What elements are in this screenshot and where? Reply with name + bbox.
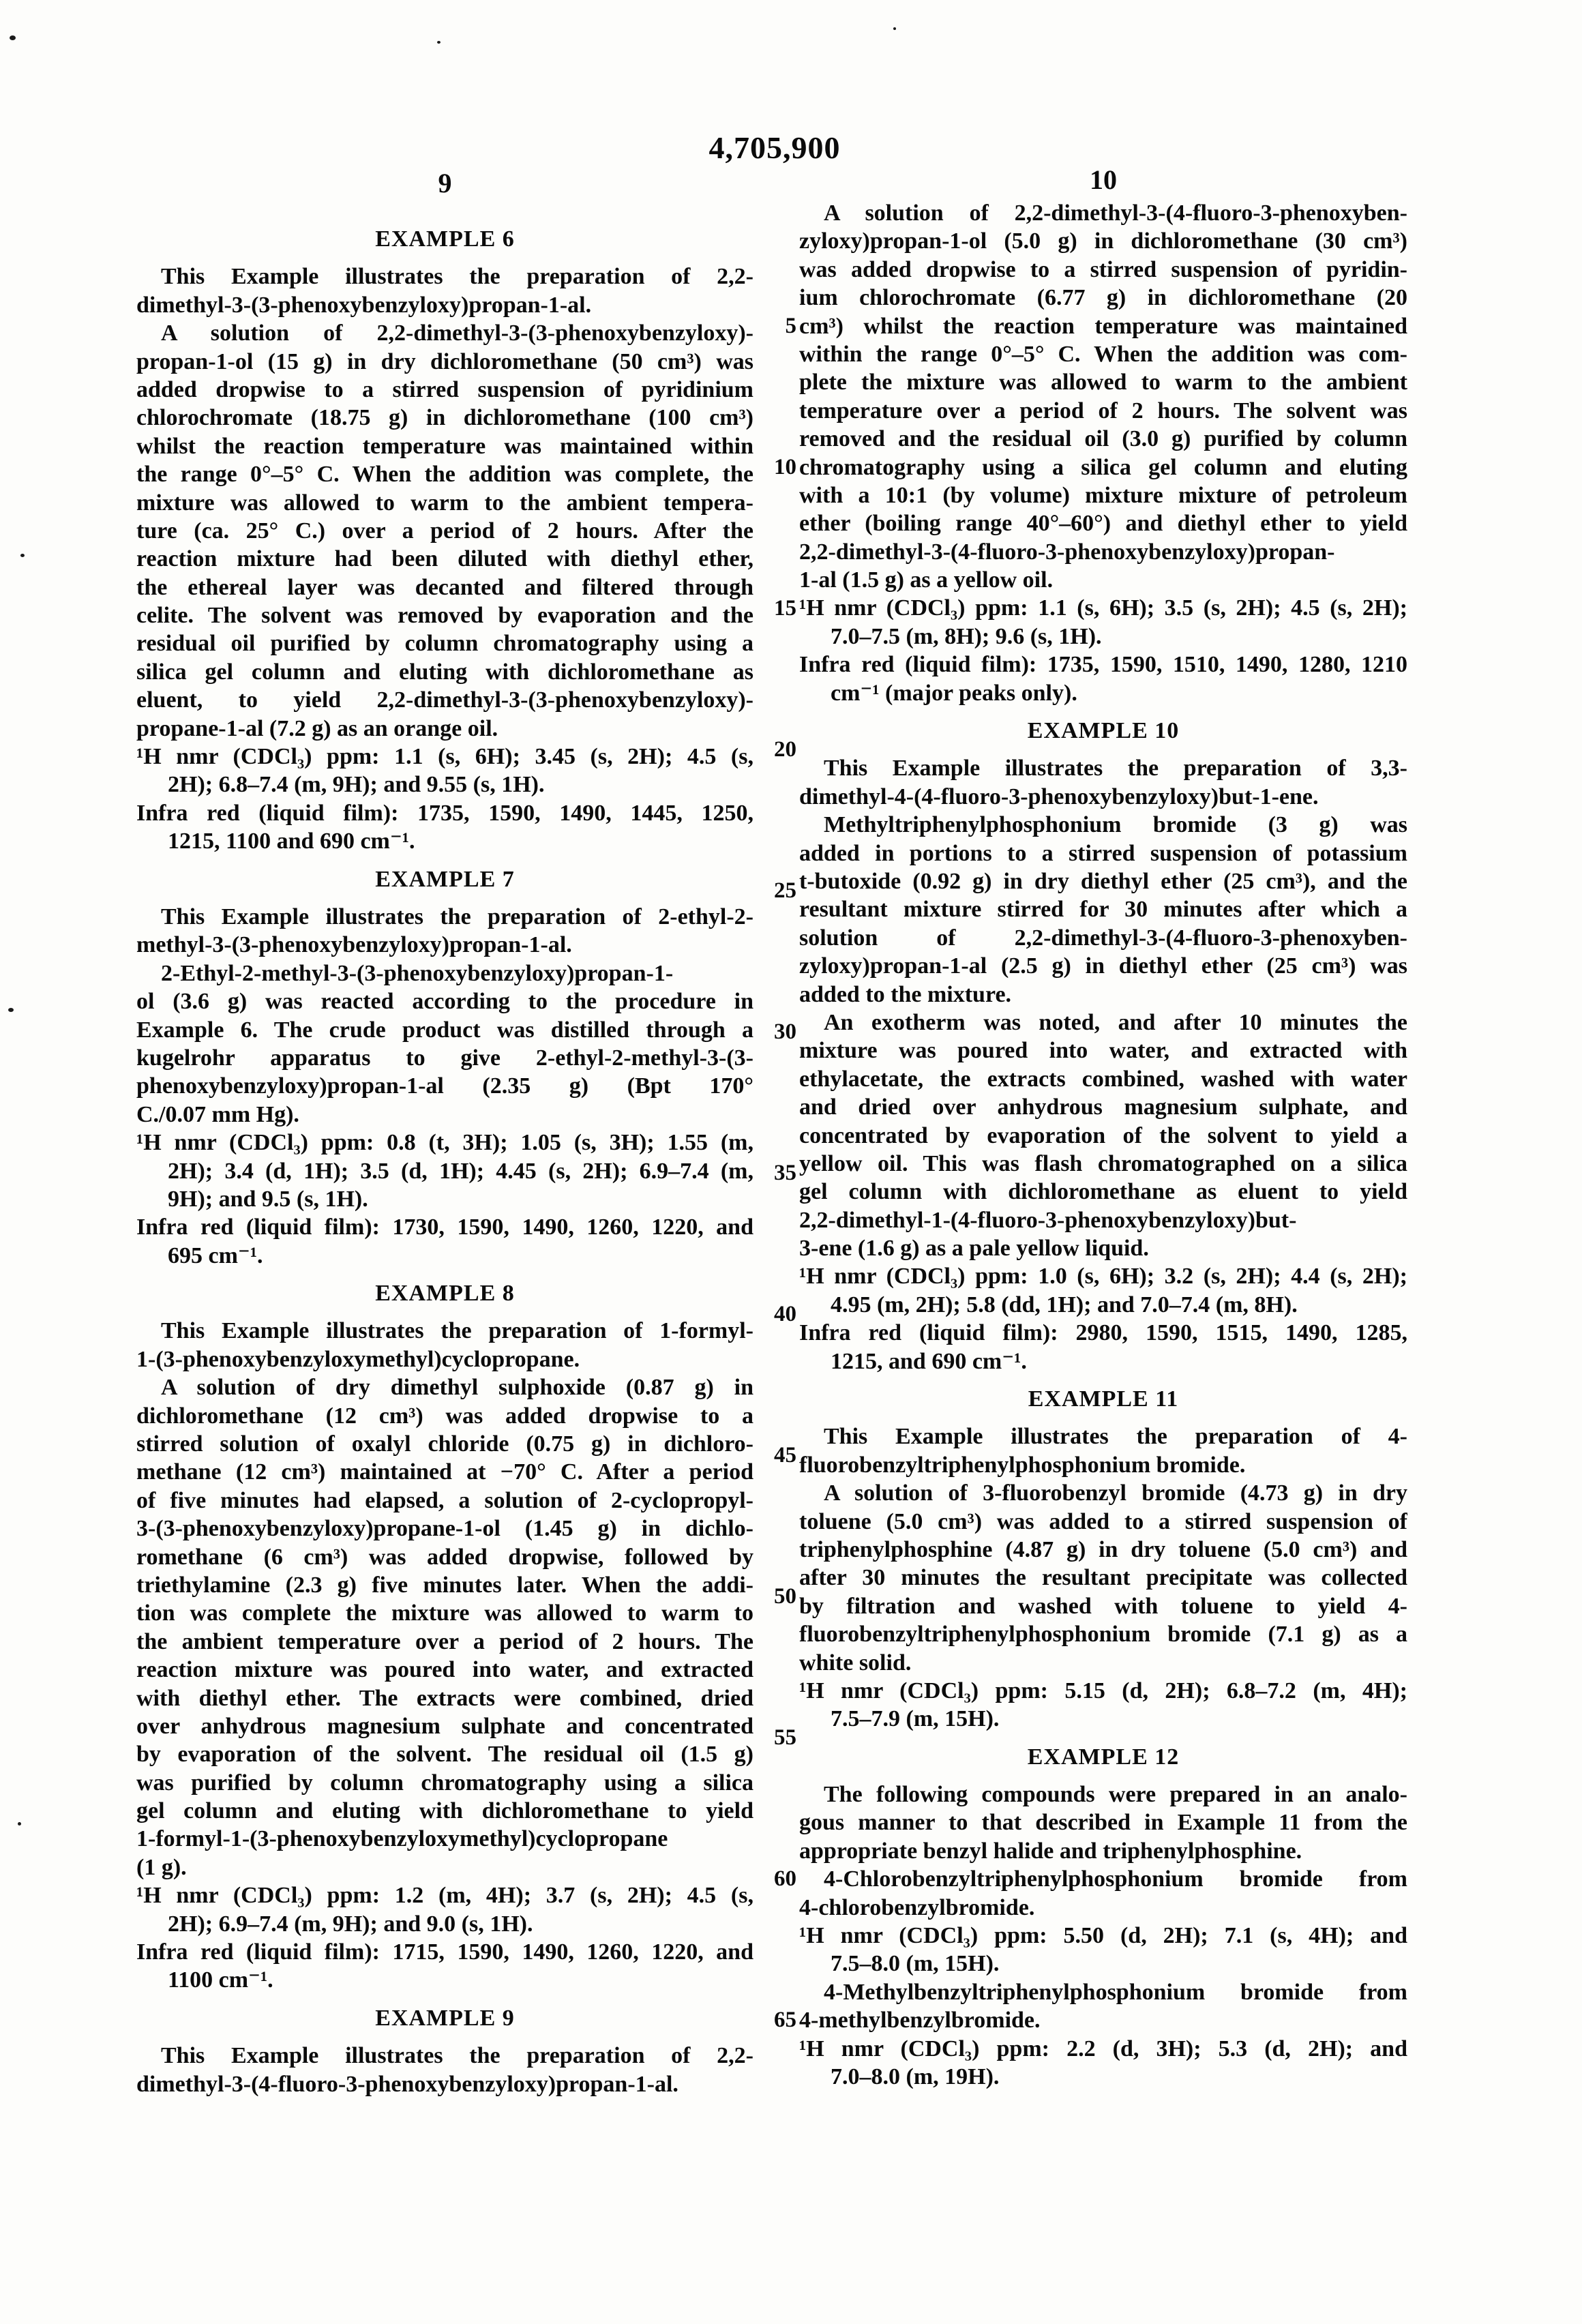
text-line: within the range 0°–5° C. When the addition was com- <box>799 341 1407 367</box>
scan-speck <box>18 1822 21 1826</box>
text-line: 4.95 (m, 2H); 5.8 (dd, 1H); and 7.0–7.4 (m, 8H). <box>831 1292 1298 1317</box>
text-line: celite. The solvent was removed by evaporation and the <box>136 603 753 629</box>
text-line: 2,2-dimethyl-3-(4-fluoro-3-phenoxybenzyloxy)propan- <box>799 539 1335 565</box>
text-line: ¹H nmr (CDCl₃) ppm: 2.2 (d, 3H); 5.3 (d, 2H); and <box>799 2036 1407 2061</box>
text-line: 9H); and 9.5 (s, 1H). <box>168 1186 368 1212</box>
text-line: whilst the reaction temperature was maintained within <box>136 433 753 459</box>
scan-speck <box>8 1008 14 1012</box>
text-line: A solution of 3-fluorobenzyl bromide (4.73 g) in dry <box>824 1480 1407 1506</box>
text-line: 4-Methylbenzyltriphenylphosphonium bromide from <box>824 1979 1407 2005</box>
gutter-line-number: 45 <box>774 1442 796 1468</box>
text-line: Methyltriphenylphosphonium bromide (3 g) was <box>824 812 1407 838</box>
text-line: 4-methylbenzylbromide. <box>799 2008 1041 2034</box>
text-line: ¹H nmr (CDCl₃) ppm: 5.50 (d, 2H); 7.1 (s, 4H); and <box>799 1923 1407 1949</box>
text-line: A solution of dry dimethyl sulphoxide (0.87 g) in <box>161 1375 753 1401</box>
text-line: added to the mixture. <box>799 981 1012 1007</box>
text-line: 7.5–7.9 (m, 15H). <box>831 1706 1000 1732</box>
text-line: temperature over a period of 2 hours. The solvent was <box>799 398 1407 423</box>
example-heading: EXAMPLE 8 <box>375 1281 515 1307</box>
text-line: mixture was poured into water, and extracted with <box>799 1038 1407 1064</box>
text-line: zyloxy)propan-1-al (2.5 g) in diethyl ether (25 cm³) was <box>799 953 1407 979</box>
gutter-line-number: 60 <box>774 1866 796 1891</box>
text-line: toluene (5.0 cm³) was added to a stirred suspension of <box>799 1508 1407 1534</box>
text-line: This Example illustrates the preparation of 2,2- <box>161 264 753 290</box>
text-line: was purified by column chromatography using a silica <box>136 1770 753 1796</box>
text-line: ¹H nmr (CDCl₃) ppm: 5.15 (d, 2H); 6.8–7.2 (m, 4H); <box>799 1678 1407 1703</box>
text-line: with a 10:1 (by volume) mixture mixture of petroleum <box>799 482 1407 508</box>
text-line: with diethyl ether. The extracts were combined, dried <box>136 1685 753 1711</box>
left-column <box>136 225 753 2098</box>
text-line: the ambient temperature over a period of 2 hours. The <box>136 1628 753 1654</box>
text-line: reaction mixture had been diluted with diethyl ether, <box>136 546 753 572</box>
example-heading: EXAMPLE 12 <box>1027 1744 1180 1770</box>
text-line: This Example illustrates the preparation of 4- <box>824 1424 1407 1450</box>
text-line: Infra red (liquid film): 1735, 1590, 1490, 1445, 1250, <box>136 800 753 826</box>
text-line: after 30 minutes the resultant precipitate was collected <box>799 1565 1407 1591</box>
text-line: removed and the residual oil (3.0 g) purified by column <box>799 426 1407 452</box>
text-line: 1-al (1.5 g) as a yellow oil. <box>799 567 1054 593</box>
text-line: zyloxy)propan-1-ol (5.0 g) in dichloromethane (30 cm³) <box>799 228 1407 254</box>
gutter-line-number: 10 <box>774 454 796 479</box>
gutter-line-number: 50 <box>774 1583 796 1609</box>
text-line: 3-ene (1.6 g) as a pale yellow liquid. <box>799 1236 1149 1262</box>
example-heading: EXAMPLE 6 <box>375 226 515 252</box>
text-line: romethane (6 cm³) was added dropwise, followed by <box>136 1544 753 1570</box>
text-line: cm³) whilst the reaction temperature was maintained <box>799 313 1407 339</box>
text-line: kugelrohr apparatus to give 2-ethyl-2-methyl-3-(3- <box>136 1045 753 1071</box>
text-line: gous manner to that described in Example 11 from the <box>799 1810 1407 1836</box>
text-line: the ethereal layer was decanted and filtered through <box>136 574 753 600</box>
text-line: dimethyl-3-(4-fluoro-3-phenoxybenzyloxy)propan-1-al. <box>136 2071 678 2097</box>
scan-speck <box>893 27 896 30</box>
scan-speck <box>437 41 441 44</box>
gutter-line-number: 30 <box>774 1019 796 1044</box>
text-line: ethylacetate, the extracts combined, washed with water <box>799 1066 1407 1092</box>
text-line: ium chlorochromate (6.77 g) in dichloromethane (20 <box>799 285 1407 311</box>
text-line: appropriate benzyl halide and triphenylphosphine. <box>799 1838 1302 1864</box>
text-line: ¹H nmr (CDCl₃) ppm: 1.2 (m, 4H); 3.7 (s, 2H); 4.5 (s, <box>136 1883 753 1909</box>
text-line: 2H); 3.4 (d, 1H); 3.5 (d, 1H); 4.45 (s, 2H); 6.9–7.4 (m, <box>168 1158 753 1184</box>
patent-number: 4,705,900 <box>708 130 841 165</box>
text-line: silica gel column and eluting with dichloromethane as <box>136 659 753 685</box>
gutter-line-number: 15 <box>774 595 796 621</box>
text-line: 4-Chlorobenzyltriphenylphosphonium bromide from <box>824 1866 1407 1892</box>
text-line: phenoxybenzyloxy)propan-1-al (2.35 g) (Bpt 170° <box>136 1073 753 1099</box>
text-line: by evaporation of the solvent. The residual oil (1.5 g) <box>136 1742 753 1768</box>
text-line: gel column and eluting with dichloromethane to yield <box>136 1798 753 1824</box>
text-line: added in portions to a stirred suspension of potassium <box>799 840 1407 866</box>
text-line: of five minutes had elapsed, a solution of 2-cyclopropyl- <box>136 1487 753 1513</box>
text-line: ¹H nmr (CDCl₃) ppm: 0.8 (t, 3H); 1.05 (s, 3H); 1.55 (m, <box>136 1130 753 1156</box>
text-line: 3-(3-phenoxybenzyloxy)propane-1-ol (1.45 g) in dichlo- <box>136 1516 753 1542</box>
text-line: cm⁻¹ (major peaks only). <box>831 680 1077 706</box>
text-line: The following compounds were prepared in an analo- <box>824 1782 1407 1808</box>
text-line: 695 cm⁻¹. <box>168 1242 263 1268</box>
text-line: and dried over anhydrous magnesium sulphate, and <box>799 1094 1407 1120</box>
text-line: 2-Ethyl-2-methyl-3-(3-phenoxybenzyloxy)propan-1- <box>161 960 674 986</box>
text-line: stirred solution of oxalyl chloride (0.75 g) in dichloro- <box>136 1431 753 1457</box>
text-line: dimethyl-4-(4-fluoro-3-phenoxybenzyloxy)but-1-ene. <box>799 784 1319 809</box>
text-line: A solution of 2,2-dimethyl-3-(3-phenoxybenzyloxy)- <box>161 321 753 346</box>
text-line: yellow oil. This was flash chromatographed on a silica <box>799 1150 1407 1176</box>
text-line: resultant mixture stirred for 30 minutes after which a <box>799 897 1407 923</box>
gutter-line-number: 35 <box>774 1160 796 1185</box>
text-line: over anhydrous magnesium sulphate and concentrated <box>136 1713 753 1739</box>
text-line: 1-(3-phenoxybenzyloxymethyl)cyclopropane. <box>136 1346 580 1372</box>
text-line: reaction mixture was poured into water, and extracted <box>136 1657 753 1683</box>
text-line: triphenylphosphine (4.87 g) in dry toluene (5.0 cm³) and <box>799 1536 1407 1562</box>
text-line: t-butoxide (0.92 g) in dry diethyl ether (25 cm³), and the <box>799 868 1407 894</box>
text-line: concentrated by evaporation of the solvent to yield a <box>799 1122 1407 1148</box>
text-line: was added dropwise to a stirred suspension of pyridin- <box>799 256 1407 282</box>
text-line: An exotherm was noted, and after 10 minutes the <box>824 1009 1407 1035</box>
gutter-line-number: 40 <box>774 1301 796 1326</box>
text-line: 2H); 6.9–7.4 (m, 9H); and 9.0 (s, 1H). <box>168 1911 533 1937</box>
text-line: This Example illustrates the preparation of 2,2- <box>161 2043 753 2069</box>
text-line: 1215, and 690 cm⁻¹. <box>831 1348 1027 1374</box>
text-line: C./0.07 mm Hg). <box>136 1101 299 1127</box>
text-line: This Example illustrates the preparation of 1-formyl- <box>161 1318 753 1344</box>
left-column-number: 9 <box>438 168 452 198</box>
text-line: fluorobenzyltriphenylphosphonium bromide (7.1 g) as a <box>799 1622 1407 1648</box>
text-line: dimethyl-3-(3-phenoxybenzyloxy)propan-1-al. <box>136 292 592 318</box>
text-line: 2,2-dimethyl-1-(4-fluoro-3-phenoxybenzyloxy)but- <box>799 1207 1297 1233</box>
text-line: mixture was allowed to warm to the ambient tempera- <box>136 490 753 516</box>
example-heading: EXAMPLE 11 <box>1028 1386 1179 1412</box>
text-line: tion was complete the mixture was allowed to warm to <box>136 1600 753 1626</box>
text-line: residual oil purified by column chromatography using a <box>136 631 753 657</box>
scan-speck <box>10 35 16 40</box>
right-column-number: 10 <box>1090 164 1117 195</box>
example-heading: EXAMPLE 9 <box>375 2005 515 2031</box>
text-line: 2H); 6.8–7.4 (m, 9H); and 9.55 (s, 1H). <box>168 772 545 798</box>
gutter-line-number: 25 <box>774 878 796 903</box>
text-line: 1-formyl-1-(3-phenoxybenzyloxymethyl)cyclopropane <box>136 1826 668 1852</box>
gutter-line-number: 55 <box>774 1725 796 1750</box>
text-line: methyl-3-(3-phenoxybenzyloxy)propan-1-al. <box>136 932 572 958</box>
text-line: 7.0–8.0 (m, 19H). <box>831 2064 1000 2089</box>
text-line: Infra red (liquid film): 1735, 1590, 1510, 1490, 1280, 1210 <box>799 652 1407 678</box>
text-line: Infra red (liquid film): 2980, 1590, 1515, 1490, 1285, <box>799 1320 1407 1346</box>
text-line: This Example illustrates the preparation of 3,3- <box>824 756 1407 781</box>
scan-speck <box>20 554 25 557</box>
example-heading: EXAMPLE 7 <box>375 866 515 892</box>
text-line: triethylamine (2.3 g) five minutes later. When the addi- <box>136 1572 753 1598</box>
text-line: This Example illustrates the preparation of 2-ethyl-2- <box>161 904 753 929</box>
text-line: propane-1-al (7.2 g) as an orange oil. <box>136 715 498 741</box>
example-heading: EXAMPLE 10 <box>1027 718 1180 744</box>
text-line: gel column with dichloromethane as eluent to yield <box>799 1179 1407 1205</box>
text-line: plete the mixture was allowed to warm to the ambient <box>799 370 1407 396</box>
right-column <box>799 199 1407 2091</box>
text-line: dichloromethane (12 cm³) was added dropwise to a <box>136 1403 753 1429</box>
text-line: eluent, to yield 2,2-dimethyl-3-(3-phenoxybenzyloxy)- <box>136 687 753 713</box>
gutter-line-number: 5 <box>785 313 796 338</box>
text-line: ¹H nmr (CDCl₃) ppm: 1.1 (s, 6H); 3.45 (s, 2H); 4.5 (s, <box>136 744 753 770</box>
text-line: A solution of 2,2-dimethyl-3-(4-fluoro-3-phenoxyben- <box>824 200 1407 226</box>
text-line: 4-chlorobenzylbromide. <box>799 1894 1035 1920</box>
text-line: Infra red (liquid film): 1715, 1590, 1490, 1260, 1220, and <box>136 1939 753 1965</box>
text-line: the range 0°–5° C. When the addition was complete, the <box>136 462 753 488</box>
text-line: (1 g). <box>136 1854 187 1880</box>
text-line: Infra red (liquid film): 1730, 1590, 1490, 1260, 1220, and <box>136 1215 753 1240</box>
gutter-line-number: 20 <box>774 736 796 762</box>
text-line: ol (3.6 g) was reacted according to the procedure in <box>136 989 753 1015</box>
text-line: by filtration and washed with toluene to yield 4- <box>799 1593 1407 1619</box>
text-line: white solid. <box>799 1650 912 1675</box>
text-line: methane (12 cm³) maintained at −70° C. After a period <box>136 1459 753 1485</box>
text-line: chromatography using a silica gel column and eluting <box>799 454 1407 480</box>
text-line: Example 6. The crude product was distilled through a <box>136 1017 753 1043</box>
text-line: chlorochromate (18.75 g) in dichloromethane (100 cm³) <box>136 405 753 431</box>
text-line: fluorobenzyltriphenylphosphonium bromide. <box>799 1452 1246 1478</box>
text-line: propan-1-ol (15 g) in dry dichloromethane (50 cm³) was <box>136 348 753 374</box>
text-line: 7.0–7.5 (m, 8H); 9.6 (s, 1H). <box>831 623 1102 649</box>
text-line: ether (boiling range 40°–60°) and diethyl ether to yield <box>799 511 1407 537</box>
text-line: 7.5–8.0 (m, 15H). <box>831 1951 1000 1977</box>
gutter-line-number: 65 <box>774 2007 796 2032</box>
text-line: added dropwise to a stirred suspension of pyridinium <box>136 376 753 402</box>
text-line: 1100 cm⁻¹. <box>168 1967 273 1993</box>
text-line: 1215, 1100 and 690 cm⁻¹. <box>168 829 415 854</box>
text-line: ture (ca. 25° C.) over a period of 2 hours. After the <box>136 518 753 543</box>
text-line: ¹H nmr (CDCl₃) ppm: 1.0 (s, 6H); 3.2 (s, 2H); 4.4 (s, 2H); <box>799 1264 1407 1290</box>
text-line: ¹H nmr (CDCl₃) ppm: 1.1 (s, 6H); 3.5 (s, 2H); 4.5 (s, 2H); <box>799 595 1407 621</box>
text-line: solution of 2,2-dimethyl-3-(4-fluoro-3-phenoxyben- <box>799 925 1407 951</box>
